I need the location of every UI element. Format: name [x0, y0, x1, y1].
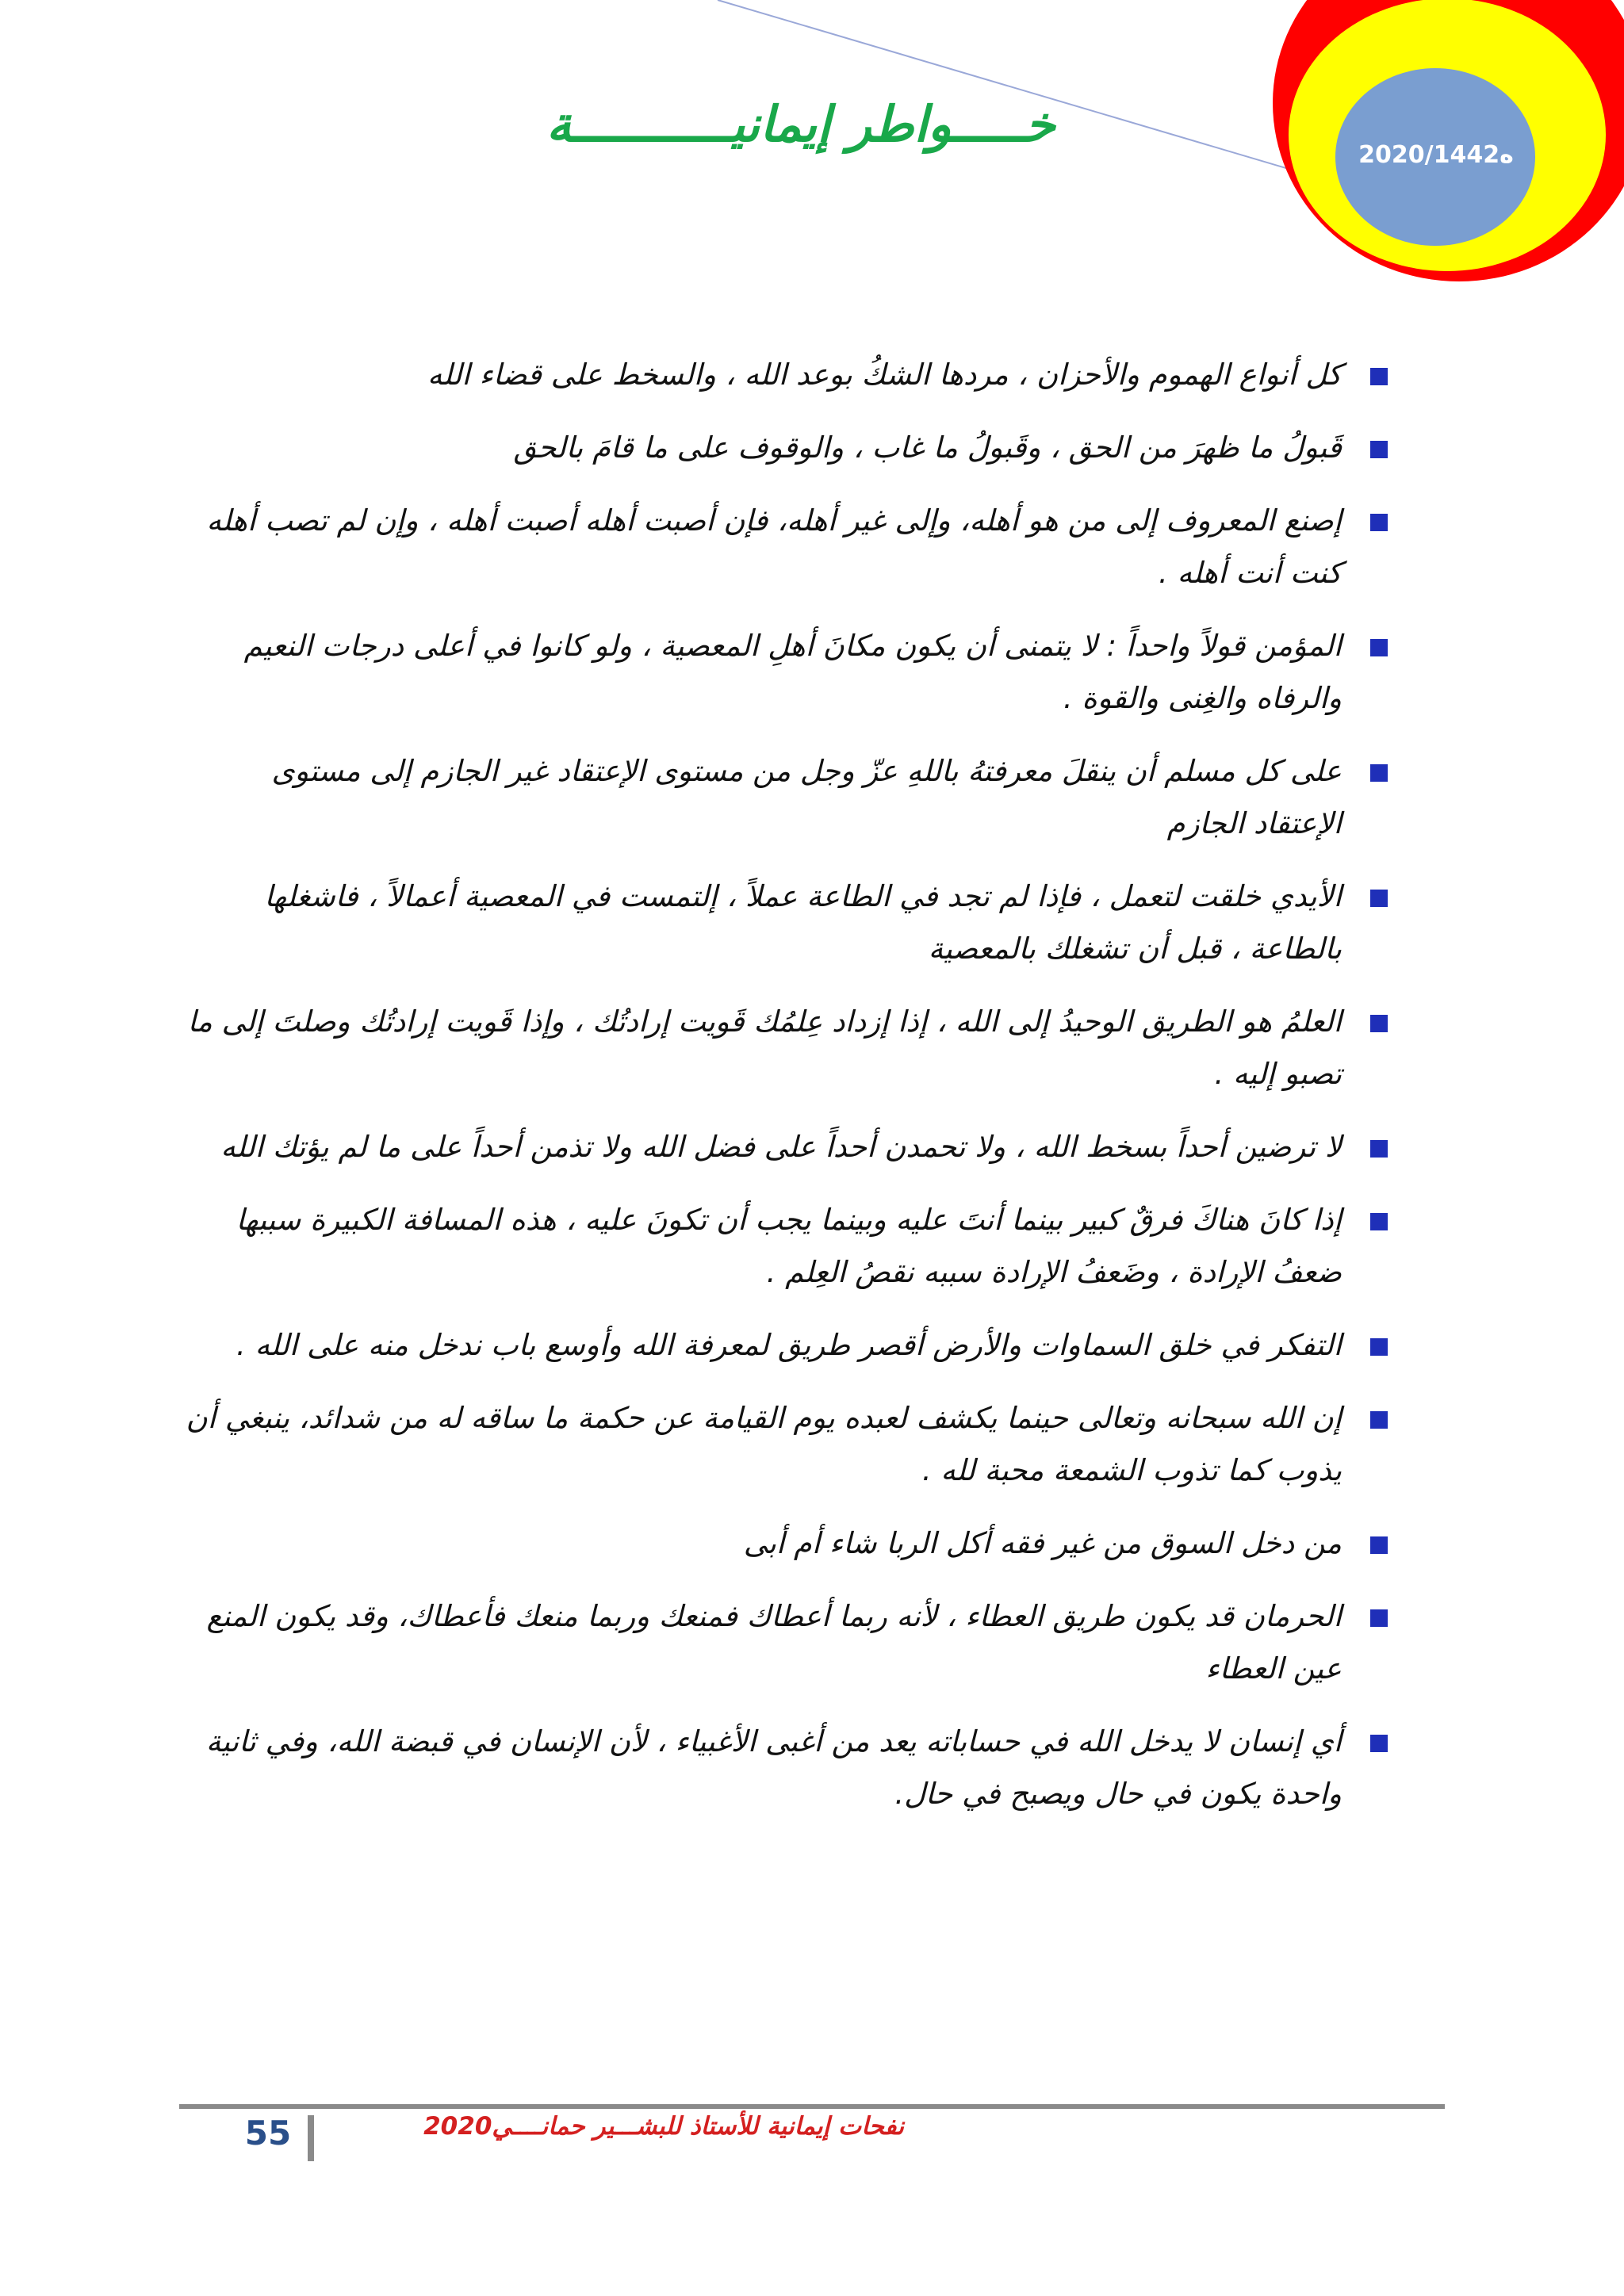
item-text: إذا كانَ هناكَ فرقٌ كبير بينما أنتَ عليه وبينما يجب أن تكونَ عليه ، هذه المسافة الكبيرة سببها ضعفُ الإرادة ، وضَعفُ الإرادة سببه نقصُ العِلم . — [236, 1203, 1342, 1289]
list-item — [182, 745, 1388, 850]
list-item — [182, 871, 1388, 975]
item-text: كل أنواع الهموم والأحزان ، مردها الشكُ بوعد الله ، والسخط على قضاء الله — [427, 358, 1342, 392]
item-text: العلمُ هو الطريق الوحيدُ إلى الله ، إذا إزداد عِلمُك قَويت إرادتُك ، وإذا قَويت إرادتُك وصلتَ إلى ما تصبو إليه . — [187, 1004, 1342, 1091]
square-bullet-icon — [1370, 1015, 1388, 1032]
square-bullet-icon — [1370, 639, 1388, 656]
square-bullet-icon — [1370, 1609, 1388, 1627]
item-text: أي إنسان لا يدخل الله في حساباته يعد من أغبى الأغبياء ، لأن الإنسان في قبضة الله، وفي ثانية واحدة يكون في حال ويصبح في حال. — [205, 1724, 1342, 1811]
footer-text: نفحات إيمانية للأستاذ للبشـــير حمانــــي2020 — [423, 2112, 904, 2141]
item-text: المؤمن قولاً واحداً : لا يتمنى أن يكون مكانَ أهلِ المعصية ، ولو كانوا في أعلى درجات النعيم والرفاه والغِنى والقوة . — [243, 629, 1342, 715]
list-item — [182, 422, 1388, 474]
page-number: 55 — [244, 2114, 292, 2152]
page-title: خـــــواطر إيمانيـــــــــــة — [546, 95, 1055, 153]
list-item — [182, 1716, 1388, 1820]
item-text: لا ترضين أحداً بسخط الله ، ولا تحمدن أحداً على فضل الله ولا تذمن أحداً على ما لم يؤتك الله — [220, 1130, 1342, 1164]
square-bullet-icon — [1370, 441, 1388, 458]
square-bullet-icon — [1370, 1338, 1388, 1356]
square-bullet-icon — [1370, 764, 1388, 782]
item-text: إن الله سبحانه وتعالى حينما يكشف لعبده يوم القيامة عن حكمة ما ساقه له من شدائد، ينبغي أن يذوب كما تذوب الشمعة محبة لله . — [186, 1401, 1342, 1487]
square-bullet-icon — [1370, 368, 1388, 385]
list-item — [182, 349, 1388, 401]
list-item — [182, 620, 1388, 725]
list-item — [182, 495, 1388, 599]
list-item — [182, 1590, 1388, 1695]
list-item — [182, 1121, 1388, 1173]
footer-separator — [308, 2115, 314, 2161]
square-bullet-icon — [1370, 514, 1388, 531]
list-item — [182, 1517, 1388, 1570]
item-text: التفكر في خلق السماوات والأرض أقصر طريق لمعرفة الله وأوسع باب ندخل منه على الله . — [236, 1328, 1342, 1362]
item-text: إصنع المعروف إلى من هو أهله، وإلى غير أهله، فإن أصبت أهله أصبت أهله ، وإن لم تصب أهله كنت أنت أهله . — [206, 503, 1342, 590]
item-text: من دخل السوق من غير فقه أكل الربا شاء أم أبى — [743, 1526, 1342, 1560]
item-text: على كل مسلم أن ينقلَ معرفتهُ باللهِ عزّ وجل من مستوى الإعتقاد غير الجازم إلى مستوى الإعتقاد الجازم — [271, 754, 1342, 840]
list-item — [182, 1194, 1388, 1299]
item-text: الأيدي خلقت لتعمل ، فإذا لم تجد في الطاعة عملاً ، إلتمست في المعصية أعمالاً ، فاشغلها بالطاعة ، قبل أن تشغلك بالمعصية — [264, 879, 1342, 966]
item-text: قَبولُ ما ظهرَ من الحق ، وقَبولُ ما غاب ، والوقوف على ما قامَ بالحق — [513, 430, 1342, 465]
year-badge: 2020/ه1442 — [1358, 141, 1514, 169]
square-bullet-icon — [1370, 1536, 1388, 1554]
square-bullet-icon — [1370, 890, 1388, 907]
list-item — [182, 996, 1388, 1100]
square-bullet-icon — [1370, 1213, 1388, 1230]
square-bullet-icon — [1370, 1735, 1388, 1752]
item-text: الحرمان قد يكون طريق العطاء ، لأنه ربما أعطاك فمنعك وربما منعك فأعطاك، وقد يكون المنع عين العطاء — [206, 1599, 1342, 1686]
list-item — [182, 1392, 1388, 1497]
list-item — [182, 1319, 1388, 1372]
thoughts-list — [182, 349, 1388, 1841]
square-bullet-icon — [1370, 1411, 1388, 1429]
footer-divider — [179, 2104, 1445, 2109]
square-bullet-icon — [1370, 1140, 1388, 1158]
